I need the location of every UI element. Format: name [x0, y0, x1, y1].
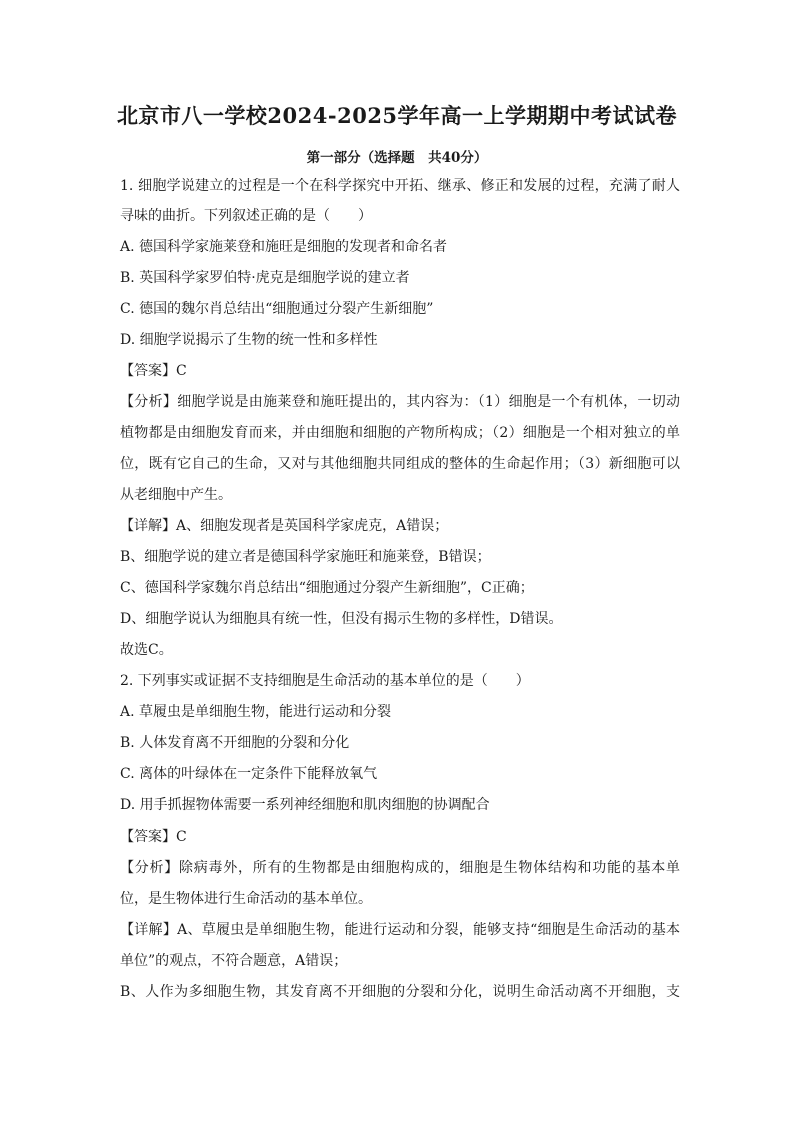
- question-1-stem-line-1: 1. 细胞学说建立的过程是一个在科学探究中开拓、继承、修正和发展的过程，充满了耐人: [120, 178, 680, 194]
- question-1-answer: 【答案】C: [120, 363, 187, 379]
- page-title: 北京市八一学校2024-2025学年高一上学期期中考试试卷: [116, 103, 678, 128]
- section-heading: 第一部分（选择题 共40分）: [306, 150, 488, 166]
- question-2-analysis-line-1: 【分析】除病毒外，所有的生物都是由细胞构成的，细胞是生物体结构和功能的基本单: [120, 860, 680, 876]
- question-1-option-c: C. 德国的魏尔肖总结出“细胞通过分裂产生新细胞”: [120, 301, 434, 317]
- question-2-option-c: C. 离体的叶绿体在一定条件下能释放氧气: [120, 766, 378, 782]
- question-1-detail-d: D、细胞学说认为细胞具有统一性，但没有揭示生物的多样性，D错误。: [120, 611, 563, 627]
- question-2-option-d: D. 用手抓握物体需要一系列神经细胞和肌肉细胞的协调配合: [120, 797, 490, 813]
- question-1-analysis-line-4: 从老细胞中产生。: [120, 487, 232, 503]
- question-1-analysis-line-2: 植物都是由细胞发育而来，并由细胞和细胞的产物所构成；（2）细胞是一个相对独立的单: [120, 425, 680, 441]
- question-2-analysis-line-2: 位，是生物体进行生命活动的基本单位。: [120, 891, 372, 907]
- question-2-option-a: A. 草履虫是单细胞生物，能进行运动和分裂: [120, 704, 392, 720]
- question-1-option-b: B. 英国科学家罗伯特·虎克是细胞学说的建立者: [120, 270, 410, 286]
- question-1-detail-b: B、细胞学说的建立者是德国科学家施旺和施莱登，B错误；: [120, 549, 491, 565]
- question-1-option-d: D. 细胞学说揭示了生物的统一性和多样性: [120, 332, 378, 348]
- question-2-detail-b-line-1: B、人作为多细胞生物，其发育离不开细胞的分裂和分化，说明生命活动离不开细胞，支: [120, 984, 680, 1000]
- question-2-answer: 【答案】C: [120, 829, 187, 845]
- question-2-option-b: B. 人体发育离不开细胞的分裂和分化: [120, 735, 350, 751]
- question-2-detail-a-line-2: 单位”的观点，不符合题意，A错误；: [120, 953, 348, 969]
- question-1-analysis-line-1: 【分析】细胞学说是由施莱登和施旺提出的，其内容为：（1）细胞是一个有机体，一切动: [120, 394, 680, 410]
- question-1-option-a: A. 德国科学家施莱登和施旺是细胞的发现者和命名者: [120, 239, 448, 255]
- question-1-analysis-line-3: 位，既有它自己的生命，又对与其他细胞共同组成的整体的生命起作用；（3）新细胞可以: [120, 456, 680, 472]
- question-2-stem: 2. 下列事实或证据不支持细胞是生命活动的基本单位的是（ ）: [120, 673, 530, 689]
- question-2-detail-a-line-1: 【详解】A、草履虫是单细胞生物，能进行运动和分裂，能够支持“细胞是生命活动的基本: [120, 922, 680, 938]
- question-1-stem-line-2: 寻味的曲折。下列叙述正确的是（ ）: [120, 208, 372, 224]
- question-1-conclusion: 故选C。: [120, 642, 173, 658]
- question-1-detail-c: C、德国科学家魏尔肖总结出“细胞通过分裂产生新细胞”，C正确；: [120, 580, 534, 596]
- question-1-detail-a: 【详解】A、细胞发现者是英国科学家虎克，A错误；: [120, 518, 449, 534]
